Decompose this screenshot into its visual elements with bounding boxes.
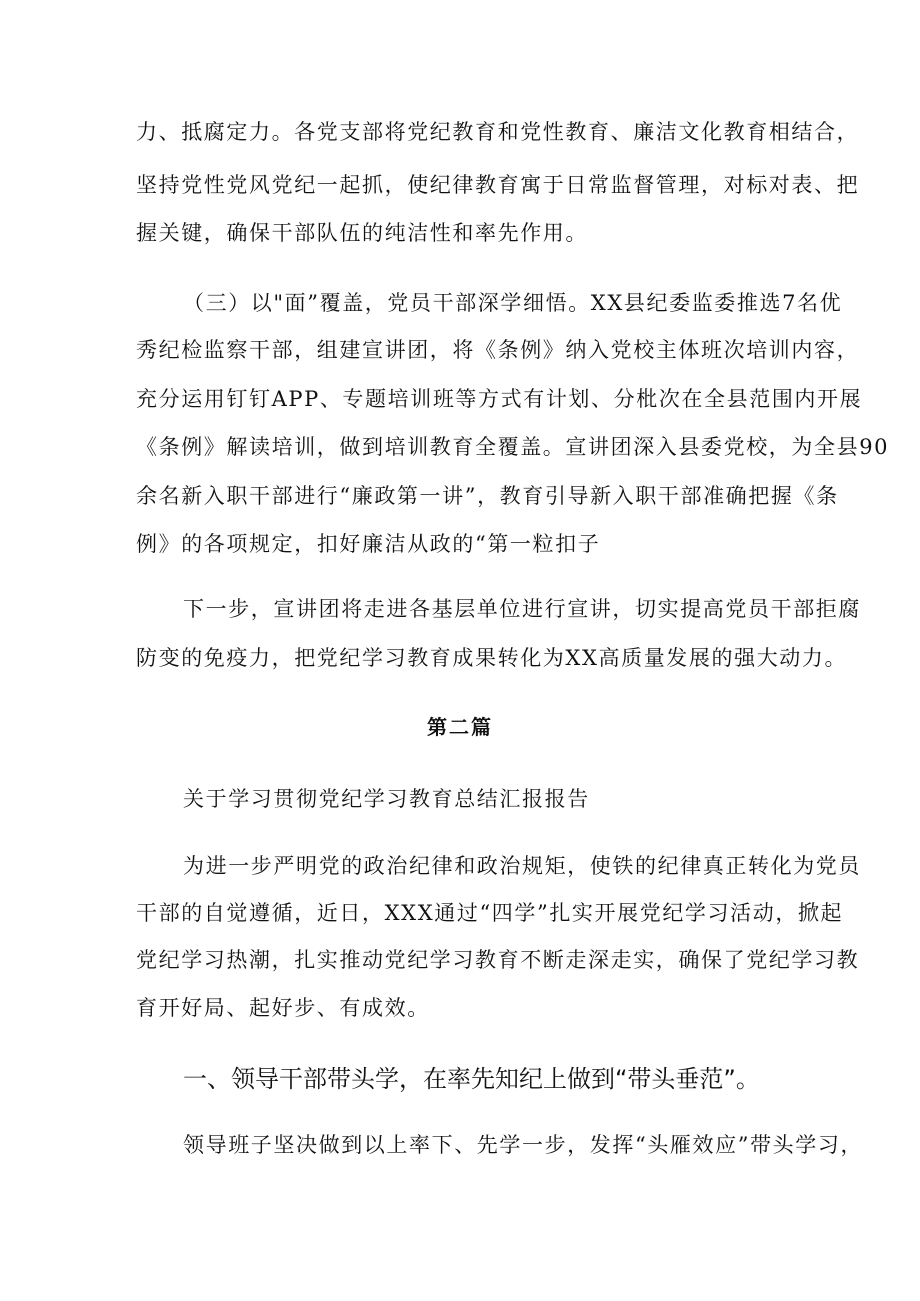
paragraph-1-line-2: 坚持党性党风党纪一起抓，使纪律教育寓于日常监督管理，对标对表、把	[136, 173, 860, 197]
paragraph-1-line-3: 握关键，确保干部队伍的纯洁性和率先作用。	[136, 221, 588, 245]
paragraph-2-line-5: 余名新入职干部进行“廉政第一讲”，教育引导新入职干部准确把握《条	[136, 484, 839, 508]
paragraph-2-line-4: 《条例》解读培训，做到培训教育全覆盖。宣讲团深入县委党校，为全县90	[136, 435, 890, 459]
paragraph-4-line-4: 育开好局、起好步、有成效。	[136, 996, 430, 1020]
paragraph-2-line-1: （三）以"面”覆盖，党员干部深学细悟。XX县纪委监委推选7名优	[183, 291, 843, 315]
paragraph-4-line-3: 党纪学习热潮，扎实推动党纪学习教育不断走深走实，确保了党纪学习教	[136, 948, 860, 972]
paragraph-2-line-2: 秀纪检监察干部，组建宣讲团，将《条例》纳入党校主体班次培训内容，	[136, 338, 860, 362]
paragraph-3-line-2: 防变的免疫力，把党纪学习教育成果转化为XX高质量发展的强大动力。	[136, 646, 848, 670]
paragraph-4-line-1: 为进一步严明党的政治纪律和政治规矩，使铁的纪律真正转化为党员	[183, 854, 861, 878]
paragraph-2-line-6: 例》的各项规定，扣好廉洁从政的“第一粒扣子	[136, 532, 601, 556]
report-title: 关于学习贯彻党纪学习教育总结汇报报告	[183, 787, 590, 811]
paragraph-5-line-1: 领导班子坚决做到以上率下、先学一步，发挥“头雁效应”带头学习，	[183, 1133, 864, 1157]
subheading-leaders-learn-first: 一、领导干部带头学，在率先知纪上做到“带头垂范”。	[183, 1065, 760, 1093]
paragraph-1-line-1: 力、抵腐定力。各党支部将党纪教育和党性教育、廉洁文化教育相结合，	[136, 120, 860, 144]
paragraph-3-line-1: 下一步，宣讲团将走进各基层单位进行宣讲，切实提高党员干部拒腐	[183, 597, 861, 621]
section-heading: 第二篇	[427, 715, 493, 739]
paragraph-2-line-3: 充分运用钉钉APP、专题培训班等方式有计划、分枇次在全县范围内开展	[136, 387, 863, 411]
paragraph-4-line-2: 干部的自觉遵循，近日，XXX通过“四学”扎实开展党纪学习活动，掀起	[136, 901, 844, 925]
